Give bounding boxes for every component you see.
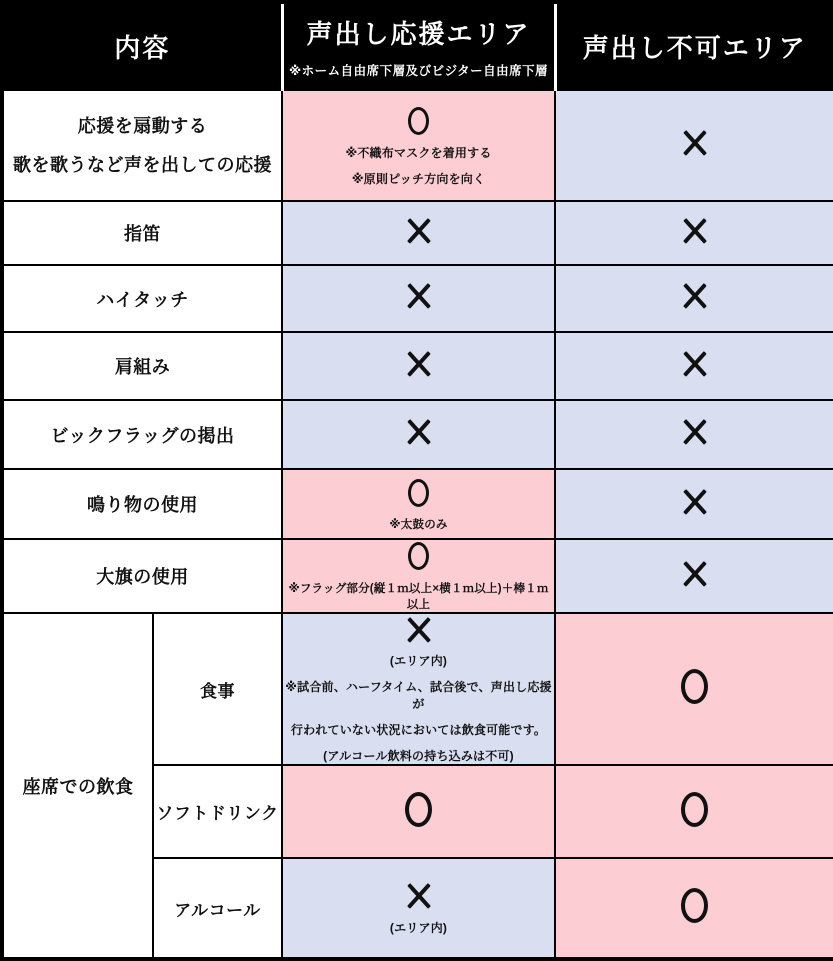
table-row-largeflag bbox=[2, 539, 833, 613]
row-hightouch-quiet-cell bbox=[555, 265, 833, 332]
row-largeflag-label: 大旗の使用 bbox=[2, 539, 282, 613]
row-shoulder-quiet-cell bbox=[555, 332, 833, 400]
cross-mark bbox=[407, 283, 431, 310]
row-softdrink-label: ソフトドリンク bbox=[153, 765, 282, 858]
circle-mark bbox=[408, 107, 429, 135]
row-alcohol-label: アルコール bbox=[153, 858, 282, 959]
circle-mark bbox=[405, 792, 432, 827]
circle-mark bbox=[681, 888, 708, 923]
table-row-hightouch bbox=[2, 265, 833, 332]
cross-mark bbox=[683, 350, 707, 377]
row-instruments-voice-cell: ※太鼓のみ bbox=[282, 469, 555, 539]
row-whistle-voice-cell bbox=[282, 201, 555, 265]
table-row-bigflag bbox=[2, 400, 833, 469]
table-row-cheering bbox=[2, 90, 833, 201]
header-voice-area-subtitle: ※ホーム自由席下層及びビジター自由席下層 bbox=[288, 64, 549, 78]
header-quiet-area bbox=[555, 2, 833, 90]
cross-mark bbox=[683, 217, 707, 244]
row-shoulder-label: 肩組み bbox=[2, 332, 282, 400]
circle-mark bbox=[681, 669, 708, 704]
row-cheering-voice-cell: ※不織布マスクを着用する ※原則ピッチ方向を向く bbox=[282, 90, 555, 201]
row-whistle-label: 指笛 bbox=[2, 201, 282, 265]
cross-mark bbox=[407, 616, 431, 643]
circle-mark bbox=[408, 479, 429, 507]
cross-mark bbox=[407, 350, 431, 377]
row-cheering-label: 応援を扇動する 歌を歌うなど声を出しての応援 bbox=[2, 90, 282, 201]
cross-mark bbox=[407, 883, 431, 910]
row-whistle-quiet-cell bbox=[555, 201, 833, 265]
table-row-whistle bbox=[2, 201, 833, 265]
row-shoulder-voice-cell bbox=[282, 332, 555, 400]
row-alcohol-quiet-cell bbox=[555, 858, 833, 959]
row-largeflag-quiet-cell bbox=[555, 539, 833, 613]
row-food-voice-cell: (エリア内) ※試合前、ハーフタイム、試合後で、声出し応援が 行われていない状況においては飲食可能です。 (アルコール飲料の持ち込みは不可) bbox=[282, 613, 555, 765]
header-voice-area bbox=[282, 2, 555, 90]
row-largeflag-voice-cell: ※フラッグ部分(縦１ｍ以上×横１ｍ以上)＋棒１ｍ以上 bbox=[282, 539, 555, 613]
cross-mark bbox=[683, 130, 707, 157]
circle-mark bbox=[408, 542, 429, 570]
row-cheering-quiet-cell bbox=[555, 90, 833, 201]
header-voice-area-title: 声出し応援エリア bbox=[306, 19, 531, 49]
cross-mark bbox=[407, 217, 431, 244]
row-food-quiet-cell bbox=[555, 613, 833, 765]
row-instruments-label: 鳴り物の使用 bbox=[2, 469, 282, 539]
cross-mark bbox=[407, 419, 431, 446]
cross-mark bbox=[683, 488, 707, 515]
food-group-label: 座席での飲食 bbox=[2, 613, 153, 959]
row-instruments-quiet-cell bbox=[555, 469, 833, 539]
table-row-shoulder bbox=[2, 332, 833, 400]
row-hightouch-voice-cell bbox=[282, 265, 555, 332]
table-row-instruments bbox=[2, 469, 833, 539]
row-hightouch-label: ハイタッチ bbox=[2, 265, 282, 332]
row-bigflag-voice-cell bbox=[282, 400, 555, 469]
header-quiet-area-title: 声出し不可エリア bbox=[582, 33, 807, 63]
circle-mark bbox=[681, 792, 708, 827]
cross-mark bbox=[683, 419, 707, 446]
row-softdrink-quiet-cell bbox=[555, 765, 833, 858]
row-softdrink-voice-cell bbox=[282, 765, 555, 858]
table-row-food bbox=[2, 613, 833, 765]
row-bigflag-quiet-cell bbox=[555, 400, 833, 469]
header-content bbox=[2, 2, 282, 90]
row-food-label: 食事 bbox=[153, 613, 282, 765]
cross-mark bbox=[683, 283, 707, 310]
cross-mark bbox=[683, 560, 707, 587]
header-content-title: 内容 bbox=[114, 33, 171, 63]
header-row bbox=[2, 2, 833, 90]
row-bigflag-label: ビックフラッグの掲出 bbox=[2, 400, 282, 469]
row-alcohol-voice-cell: (エリア内) bbox=[282, 858, 555, 959]
